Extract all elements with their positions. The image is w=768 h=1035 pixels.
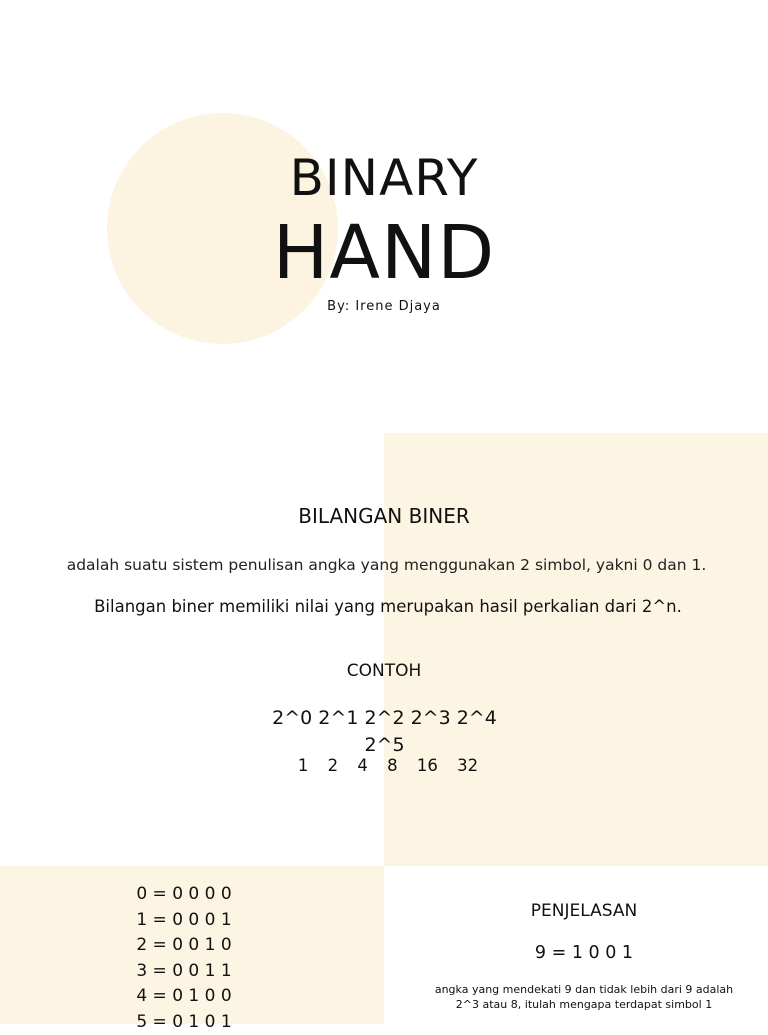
cream-panel-right [384, 433, 768, 866]
title-line-1: BINARY [0, 148, 768, 208]
binary-row: 1 = 0 0 0 1 [0, 908, 368, 934]
powers-of-two: 2^0 2^1 2^2 2^3 2^4 2^5 [262, 705, 507, 759]
explanation-heading: PENJELASAN [384, 900, 768, 922]
power-values: 1 2 4 8 16 32 [270, 753, 506, 778]
author-byline: By: Irene Djaya [0, 299, 768, 315]
definition-text: adalah suatu sistem penulisan angka yang menggunakan 2 simbol, yakni 0 dan 1. [36, 553, 737, 577]
binary-row: 2 = 0 0 1 0 [0, 933, 368, 959]
binary-row: 0 = 0 0 0 0 [0, 882, 368, 908]
explanation-note: angka yang mendekati 9 dan tidak lebih dari 9 adalah 2^3 atau 8, itulah mengapa terdapat simbol 1 [430, 982, 738, 1012]
binary-row: 4 = 0 1 0 0 [0, 984, 368, 1010]
section-heading: BILANGAN BINER [0, 503, 768, 529]
explanation-equation: 9 = 1 0 0 1 [384, 941, 768, 966]
binary-table [0, 882, 368, 1035]
title-line-2: HAND [0, 210, 768, 296]
binary-row: 5 = 0 1 0 1 [0, 1010, 368, 1035]
definition-text-2: Bilangan biner memiliki nilai yang merupakan hasil perkalian dari 2^n. [80, 594, 696, 620]
binary-row: 3 = 0 0 1 1 [0, 959, 368, 985]
example-heading: CONTOH [0, 660, 768, 682]
